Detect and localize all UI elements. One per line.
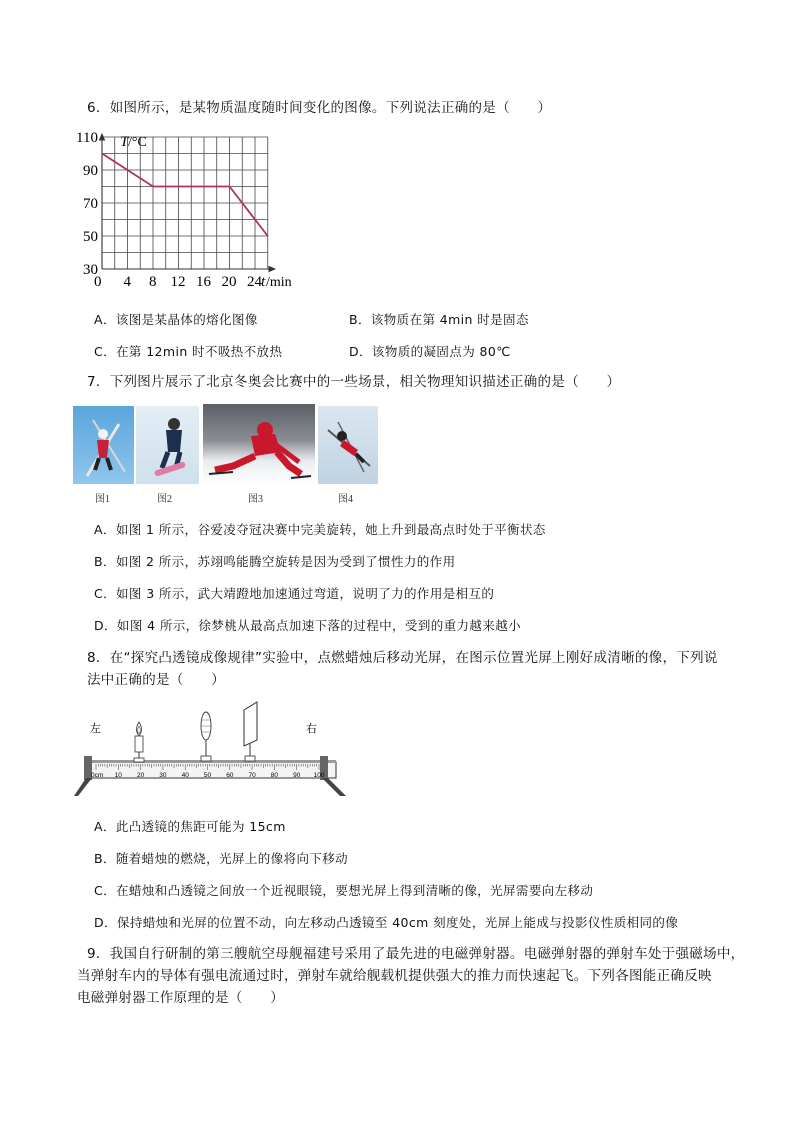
candle bbox=[134, 722, 144, 762]
q8-option-a[interactable]: A．此凸透镜的焦距可能为 15cm bbox=[94, 819, 286, 834]
figure-4-caption: 图4 bbox=[338, 494, 353, 505]
x-axis-symbol: t bbox=[261, 274, 266, 290]
scale-label: 100 bbox=[313, 772, 325, 779]
figure-3-caption: 图3 bbox=[248, 494, 263, 505]
temperature-time-graph bbox=[70, 128, 310, 293]
x-tick-label: 20 bbox=[221, 274, 237, 290]
q7-stem: 7．下列图片展示了北京冬奥会比赛中的一些场景，相关物理知识描述正确的是（ ） bbox=[87, 374, 621, 390]
y-tick-label: 70 bbox=[83, 196, 98, 212]
q8-stem-line2: 法中正确的是（ ） bbox=[87, 672, 225, 688]
scale-label: 10 bbox=[114, 772, 122, 779]
left-label: 左 bbox=[90, 722, 101, 735]
q9-line1: 9．我国自行研制的第三艘航空母舰福建号采用了最先进的电磁弹射器。电磁弹射器的弹射车处于强磁场中， bbox=[87, 946, 745, 962]
q7-option-a[interactable]: A．如图 1 所示，谷爱凌夺冠决赛中完美旋转，她上升到最高点时处于平衡状态 bbox=[94, 522, 546, 537]
right-label: 右 bbox=[306, 722, 317, 735]
temperature-series-line bbox=[102, 154, 268, 237]
q6-option-b[interactable]: B．该物质在第 4min 时是固态 bbox=[349, 312, 529, 327]
x-tick-label: 24 bbox=[247, 274, 262, 290]
bench-left-leg bbox=[74, 778, 92, 796]
q6-option-d[interactable]: D．该物质的凝固点为 80℃ bbox=[349, 344, 511, 359]
q8-option-d[interactable]: D．保持蜡烛和光屏的位置不动，向左移动凸透镜至 40cm 刻度处，光屏上能成与投影仪性质相同的像 bbox=[94, 915, 679, 930]
scale-label: 30 bbox=[159, 772, 167, 779]
light-screen bbox=[244, 702, 257, 761]
optical-bench-diagram bbox=[70, 696, 350, 800]
x-axis-unit: /min bbox=[266, 275, 292, 290]
scale-label: 40 bbox=[181, 772, 189, 779]
y-tick-label: 50 bbox=[83, 229, 98, 245]
y-tick-label: 30 bbox=[83, 262, 98, 278]
scale-label: 80 bbox=[270, 772, 279, 779]
figure-2-caption: 图2 bbox=[157, 494, 172, 505]
temperature-chart-svg bbox=[70, 128, 310, 293]
scale-unit-label: 0cm bbox=[91, 772, 104, 779]
q8-option-c[interactable]: C．在蜡烛和凸透镜之间放一个近视眼镜，要想光屏上得到清晰的像，光屏需要向左移动 bbox=[94, 883, 594, 898]
y-axis-symbol: T bbox=[120, 134, 129, 150]
y-tick-label: 110 bbox=[76, 130, 98, 146]
convex-lens bbox=[201, 712, 211, 761]
x-tick-label: 12 bbox=[170, 274, 186, 290]
q7-option-b[interactable]: B．如图 2 所示，苏翊鸣能腾空旋转是因为受到了惯性力的作用 bbox=[94, 554, 456, 569]
x-tick-label: 0 bbox=[94, 274, 102, 290]
x-tick-label: 8 bbox=[149, 274, 157, 290]
q7-option-d[interactable]: D．如图 4 所示，徐梦桃从最高点加速下落的过程中，受到的重力越来越小 bbox=[94, 618, 522, 633]
q6-option-c[interactable]: C．在第 12min 时不吸热不放热 bbox=[94, 344, 283, 359]
x-tick-label: 16 bbox=[196, 274, 211, 290]
x-tick-label: 4 bbox=[123, 274, 131, 290]
q6-option-a[interactable]: A．该图是某晶体的熔化图像 bbox=[94, 312, 258, 327]
figure-1-caption: 图1 bbox=[95, 494, 110, 505]
q6-stem: 6．如图所示，是某物质温度随时间变化的图像。下列说法正确的是（ ） bbox=[87, 100, 552, 116]
y-axis-unit: /°C bbox=[128, 135, 147, 150]
figure-1-photo bbox=[73, 406, 134, 484]
q7-option-c[interactable]: C．如图 3 所示，武大靖蹬地加速通过弯道，说明了力的作用是相互的 bbox=[94, 586, 495, 601]
q8-option-b[interactable]: B．随着蜡烛的燃烧，光屏上的像将向下移动 bbox=[94, 851, 349, 866]
y-tick-label: 90 bbox=[83, 163, 98, 179]
scale-label: 20 bbox=[137, 772, 145, 779]
figure-2-photo bbox=[136, 406, 199, 484]
bench-right-leg bbox=[322, 778, 346, 796]
q8-stem-line1: 8．在“探究凸透镜成像规律”实验中，点燃蜡烛后移动光屏，在图示位置光屏上刚好成清晰的像，下列说 bbox=[87, 650, 718, 666]
scale-label: 50 bbox=[203, 772, 212, 779]
scale-label: 60 bbox=[226, 772, 234, 779]
figure-4-photo bbox=[318, 406, 378, 484]
scale-label: 70 bbox=[248, 772, 256, 779]
q9-line3: 电磁弹射器工作原理的是（ ） bbox=[77, 990, 284, 1006]
scale-label: 90 bbox=[293, 772, 301, 779]
figure-3-photo bbox=[203, 404, 315, 485]
q9-line2: 当弹射车内的导体有强电流通过时，弹射车就给舰载机提供强大的推力而快速起飞。下列各图能正确反映 bbox=[77, 968, 712, 984]
